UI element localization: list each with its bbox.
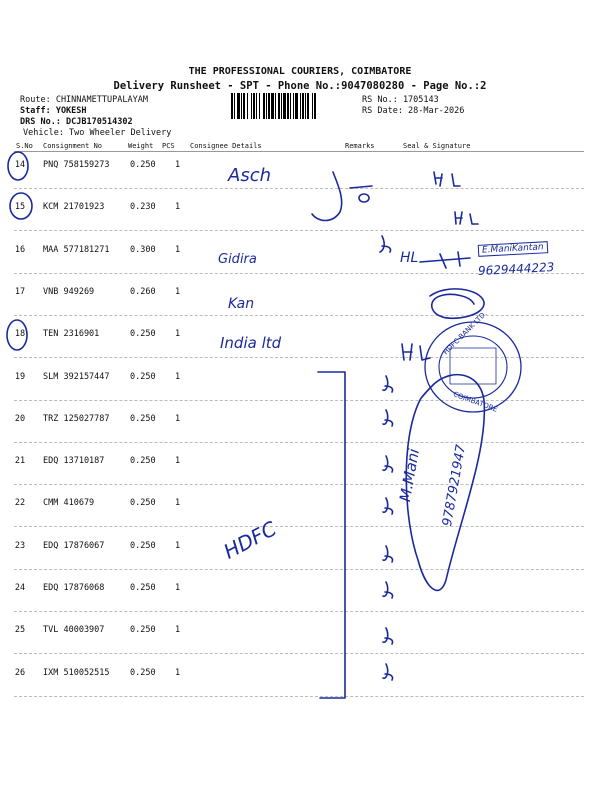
circle-mark-14 (8, 152, 28, 180)
row-weight: 0.250 (130, 414, 156, 424)
drs-number: DRS No.: DCJB170514302 (20, 117, 133, 127)
row-sno: 25 (14, 625, 26, 635)
row-sno: 16 (14, 245, 26, 255)
rs-number: RS No.: 1705143 (362, 95, 439, 105)
row-pcs: 1 (175, 287, 181, 297)
handwritten-name-4: India ltd (220, 334, 282, 352)
row-pcs: 1 (175, 583, 181, 593)
row-sno: 24 (14, 583, 26, 593)
row-sno: 15 (14, 202, 26, 212)
col-pcs: PCS (162, 142, 175, 150)
row-weight: 0.250 (130, 625, 156, 635)
row-pcs: 1 (175, 160, 181, 170)
row-sno: 17 (14, 287, 26, 297)
row-consignment: VNB 949269 (43, 287, 95, 297)
row-weight: 0.250 (130, 456, 156, 466)
row-sno: 22 (14, 498, 26, 508)
runsheet-subtitle: Delivery Runsheet - SPT - Phone No.:9047080280 - Page No.:2 (113, 80, 487, 92)
staff-label: Staff: YOKESH (20, 106, 87, 116)
row-weight: 0.230 (130, 202, 156, 212)
row-weight: 0.250 (130, 160, 156, 170)
row-weight: 0.300 (130, 245, 156, 255)
circle-mark-15 (10, 193, 32, 219)
row-weight: 0.260 (130, 287, 156, 297)
row-pcs: 1 (175, 498, 181, 508)
handwritten-receiver-name: E.ManiKantan (478, 241, 548, 257)
row-weight: 0.250 (130, 329, 156, 339)
handwritten-sign: M.Mani (396, 447, 424, 504)
row-pcs: 1 (175, 329, 181, 339)
tick-22 (383, 498, 393, 514)
handwritten-phone-2: 9787921947 (440, 443, 470, 528)
col-consignment: Consignment No (43, 142, 103, 150)
row-sno: 20 (14, 414, 26, 424)
rs-date: RS Date: 28-Mar-2026 (362, 106, 465, 116)
row-consignment: TVL 40003907 (43, 625, 105, 635)
row-pcs: 1 (175, 245, 181, 255)
row-pcs: 1 (175, 625, 181, 635)
row-sno: 18 (14, 329, 26, 339)
row-consignment: TRZ 125027787 (43, 414, 110, 424)
row-weight: 0.250 (130, 372, 156, 382)
row-consignment: SLM 392157447 (43, 372, 110, 382)
company-title: THE PROFESSIONAL COURIERS, COIMBATORE (188, 66, 412, 77)
route-label: Route: CHINNAMETTUPALAYAM (20, 95, 148, 105)
row-consignment: MAA 577181271 (43, 245, 110, 255)
tick-24 (383, 582, 393, 598)
scribble-signature-2 (430, 289, 484, 318)
tick-25 (383, 628, 393, 644)
stamp-city-text: COIMBATORE (452, 390, 499, 414)
handwritten-hdfc: HDFC (219, 516, 281, 564)
row-consignment: EDQ 17876068 (43, 583, 105, 593)
vehicle-label: Vehicle: Two Wheeler Delivery (23, 128, 172, 138)
row-pcs: 1 (175, 668, 181, 678)
row-pcs: 1 (175, 541, 181, 551)
col-sno: S.No (16, 142, 33, 150)
circle-mark-18 (7, 320, 27, 350)
row-weight: 0.250 (130, 541, 156, 551)
row-consignment: EDQ 13710187 (43, 456, 105, 466)
tick-23 (383, 546, 393, 562)
tick-21 (383, 456, 393, 472)
row-weight: 0.250 (130, 498, 156, 508)
row-consignment: PNQ 758159273 (43, 160, 110, 170)
row-consignment: TEN 2316901 (43, 329, 100, 339)
tick-26 (383, 664, 393, 680)
row-pcs: 1 (175, 456, 181, 466)
col-weight: Weight (128, 142, 154, 150)
row-weight: 0.250 (130, 668, 156, 678)
handwritten-name-2: Gidira (218, 252, 257, 267)
col-remarks: Remarks (345, 142, 375, 150)
row-weight: 0.250 (130, 583, 156, 593)
tick-19 (383, 376, 393, 392)
row-consignment: KCM 21701923 (43, 202, 105, 212)
handwritten-name-3: Kan (228, 296, 255, 312)
handwritten-name-1: Asch (228, 165, 271, 186)
row-pcs: 1 (175, 414, 181, 424)
row-consignment: EDQ 17876067 (43, 541, 105, 551)
row-sno: 19 (14, 372, 26, 382)
tick-16 (380, 236, 391, 252)
col-consignee: Consignee Details (190, 142, 262, 150)
loop-mark (406, 375, 484, 591)
row-consignment: IXM 510052515 (43, 668, 110, 678)
row-sno: 26 (14, 668, 26, 678)
bracket-line (318, 372, 345, 698)
tick-20 (383, 410, 393, 426)
scribble-signature-1 (312, 172, 342, 221)
col-seal: Seal & Signature (403, 142, 471, 150)
row-sno: 14 (14, 160, 26, 170)
row-pcs: 1 (175, 372, 181, 382)
row-sno: 21 (14, 456, 26, 466)
row-pcs: 1 (175, 202, 181, 212)
row-consignment: CMM 410679 (43, 498, 95, 508)
stamp-bank-text: HDFC BANK LTD. (441, 309, 489, 357)
handwritten-phone: 9629444223 (477, 260, 555, 278)
row-sno: 23 (14, 541, 26, 551)
handwritten-initials: HL (400, 250, 419, 266)
